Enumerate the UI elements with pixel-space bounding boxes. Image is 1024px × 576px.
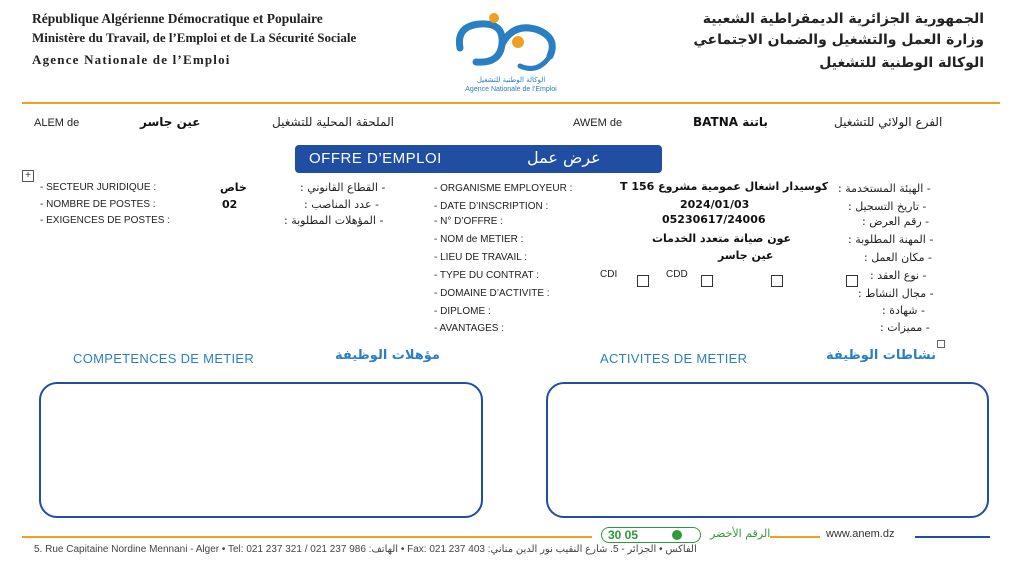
- left-field-label: - EXIGENCES DE POSTES :: [40, 215, 171, 226]
- cdi-checkbox[interactable]: [637, 275, 649, 287]
- anem-logo: [446, 8, 576, 96]
- right-field-value: 2024/01/03: [680, 198, 750, 211]
- offer-title-banner: [295, 145, 662, 173]
- awem-ar-label: الفرع الولائي للتشغيل: [834, 115, 943, 129]
- right-field-ar: - نوع العقد :: [870, 269, 927, 282]
- alem-ar-label: الملحقة المحلية للتشغيل: [272, 115, 394, 129]
- right-field-ar: - مميزات :: [880, 321, 930, 334]
- right-field-value: كوسيدار اشغال عمومية مشروع T 156: [620, 180, 829, 193]
- right-field-label: - TYPE DU CONTRAT :: [434, 270, 540, 281]
- activites-heading-fr: ACTIVITES DE METIER: [600, 351, 748, 366]
- left-field-ar: - القطاع القانوني :: [300, 181, 386, 194]
- left-field-ar: - المؤهلات المطلوبة :: [284, 214, 384, 227]
- left-field-label: - SECTEUR JURIDIQUE :: [40, 182, 157, 193]
- header-ar-agency: الوكالة الوطنية للتشغيل: [819, 55, 984, 71]
- title-ar: عرض عمل: [527, 148, 601, 167]
- header-fr-ministry: Ministère du Travail, de l’Emploi et de La Sécurité Sociale: [32, 30, 357, 45]
- contract-ar-checkbox[interactable]: [846, 275, 858, 287]
- phone-icon: [672, 530, 682, 540]
- awem-value: BATNA باتنة: [693, 115, 768, 129]
- right-field-ar: - شهادة :: [882, 304, 925, 317]
- competences-heading-ar: مؤهلات الوظيفة: [335, 348, 440, 363]
- header-ar-ministry: وزارة العمل والتشغيل والضمان الاجتماعي: [693, 32, 984, 48]
- header-ar-republic: الجمهورية الجزائرية الديمقراطية الشعبية: [702, 11, 984, 27]
- activites-heading-ar: نشاطات الوظيفة: [826, 348, 936, 363]
- right-field-value: عين جاسر: [718, 249, 774, 262]
- right-field-label: - DATE D’INSCRIPTION :: [434, 201, 549, 212]
- right-field-label: - DIPLOME :: [434, 306, 491, 317]
- right-field-ar: - رقم العرض :: [862, 215, 930, 228]
- right-field-value: 05230617/24006: [662, 213, 766, 226]
- logo-caption-fr: Agence Nationale de l’Emploi: [465, 86, 557, 93]
- left-field-ar: - عدد المناصب :: [304, 198, 379, 211]
- cdd-label: CDD: [666, 269, 688, 280]
- footer-address: 5. Rue Capitaine Nordine Mennani - Alger • Tel: 021 237 321 / 021 237 986 :الهاتف • Fax: 021 237 403 :الفاكس • الجزائر - 5. شارع النقيب نور الدين مناني: [34, 544, 697, 555]
- right-field-label: - DOMAINE D’ACTIVITE :: [434, 288, 550, 299]
- header-fr-agency: Agence Nationale de l’Emploi: [32, 52, 231, 67]
- right-field-label: - N° D’OFFRE :: [434, 216, 503, 227]
- cdi-label: CDI: [600, 269, 618, 280]
- green-number-badge: [601, 527, 701, 543]
- right-field-ar: - مجال النشاط :: [858, 287, 934, 300]
- left-field-label: - NOMBRE DE POSTES :: [40, 199, 156, 210]
- activites-textbox[interactable]: [546, 382, 989, 518]
- expand-handle-icon[interactable]: +: [22, 170, 34, 182]
- cdd-checkbox[interactable]: [701, 275, 713, 287]
- green-label-ar: الرقم الأخضر: [710, 527, 771, 540]
- green-number: 30 05: [608, 528, 639, 542]
- right-field-ar: - تاريخ التسجيل :: [848, 200, 927, 213]
- anem-logo-icon: [446, 8, 576, 78]
- right-field-label: - ORGANISME EMPLOYEUR :: [434, 183, 573, 194]
- footer-divider-left: [22, 536, 592, 538]
- title-fr: OFFRE D’EMPLOI: [309, 150, 442, 167]
- awem-label: AWEM de: [573, 117, 623, 129]
- left-field-value: 02: [222, 198, 238, 211]
- left-field-value: خاص: [220, 181, 247, 194]
- alem-value: عين جاسر: [140, 115, 201, 129]
- header-fr-republic: République Algérienne Démocratique et Populaire: [32, 11, 323, 26]
- website-link[interactable]: www.anem.dz: [826, 528, 895, 540]
- right-field-label: - LIEU DE TRAVAIL :: [434, 252, 527, 263]
- right-field-ar: - مكان العمل :: [864, 251, 932, 264]
- right-field-label: - NOM de METIER :: [434, 234, 524, 245]
- resize-handle-icon[interactable]: [937, 340, 945, 348]
- contract-other-checkbox[interactable]: [771, 275, 783, 287]
- logo-caption-ar: الوكالة الوطنية للتشغيل: [476, 76, 546, 84]
- footer-divider-right: [915, 536, 990, 538]
- right-field-ar: - المهنة المطلوبة :: [848, 233, 934, 246]
- right-field-label: - AVANTAGES :: [434, 323, 505, 334]
- right-field-value: عون صيانة متعدد الخدمات: [652, 232, 792, 245]
- right-field-ar: - الهيئة المستخدمة :: [838, 182, 931, 195]
- header-divider: [22, 102, 1000, 104]
- competences-textbox[interactable]: [39, 382, 483, 518]
- alem-label: ALEM de: [34, 117, 80, 129]
- footer-divider-mid: [770, 536, 820, 538]
- competences-heading-fr: COMPETENCES DE METIER: [73, 351, 255, 366]
